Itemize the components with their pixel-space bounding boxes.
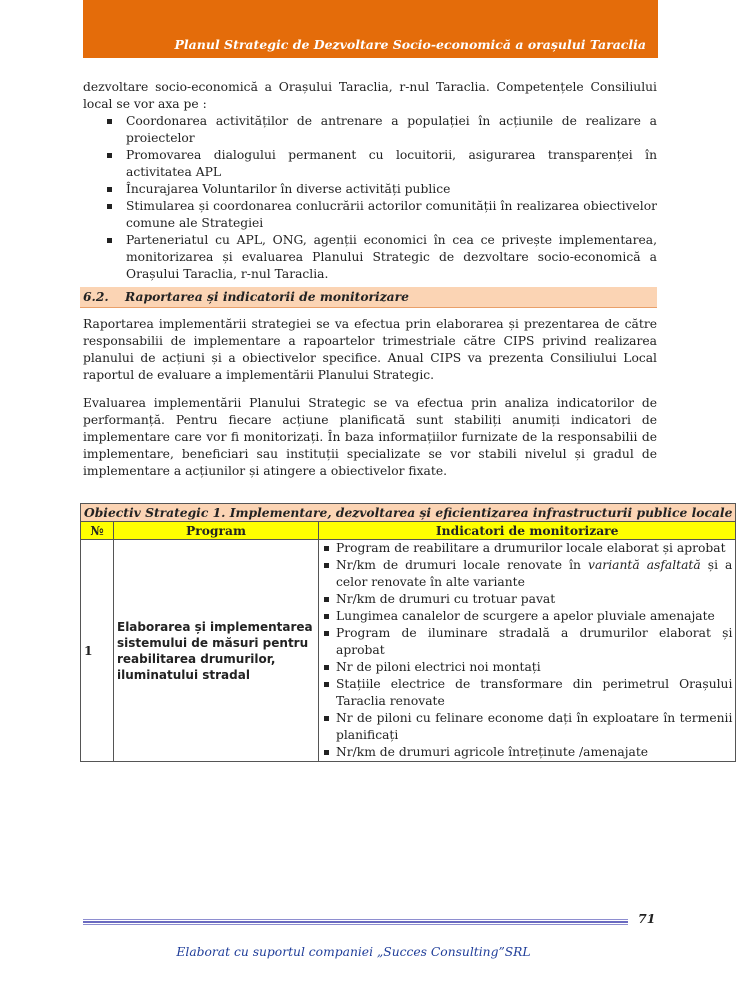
list-item: Parteneriatul cu APL, ONG, agenții economici în cea ce privește implementarea, monitorizarea și evaluarea Planului Strategic de dezvoltare socio-economică a Orașului Taraclia, r-nul Taraclia. xyxy=(83,232,657,283)
bullet-square-icon xyxy=(107,238,112,243)
bullet-square-icon xyxy=(107,187,112,192)
footer-credit: Elaborat cu suportul companiei „Succes Consulting”SRL xyxy=(176,945,531,959)
footer-rule xyxy=(83,919,628,926)
page-number: 71 xyxy=(638,911,656,926)
bullet-square-icon xyxy=(107,153,112,158)
header-bar xyxy=(83,0,658,58)
indicators-list xyxy=(322,540,732,761)
evaluation-paragraph: Evaluarea implementării Planului Strategic se va efectua prin analiza indicatorilor de performanță. Pentru fiecare acțiune planificată sunt stabiliți anumiți indicatori de implementare care vor fi monitorizați. În baza informațiilor furnizate de la responsabilii de implementare, beneficiari sau instituții specializate se vor stabili nivelul și gradul de implementare a acțiunilor și atingere a obiectivelor fixate. xyxy=(83,396,657,478)
table-header-row xyxy=(81,522,736,540)
objective-row xyxy=(81,504,736,522)
list-item: Nr/km de drumuri agricole întreținute /amenajate xyxy=(322,744,732,761)
indicators-cell xyxy=(319,540,736,762)
bullet-square-icon xyxy=(324,750,329,755)
bullet-square-icon xyxy=(107,119,112,124)
section-title: Raportarea și indicatorii de monitorizare xyxy=(125,289,409,304)
list-item: Nr de piloni cu felinare econome dați în exploatare în termenii planificați xyxy=(322,710,732,744)
list-item: Stimularea și coordonarea conlucrării actorilor comunității în realizarea obiectivelor comune ale Strategiei xyxy=(83,198,657,232)
list-item: Coordonarea activităților de antrenare a populației în acțiunile de realizare a proiectelor xyxy=(83,113,657,147)
list-item: Încurajarea Voluntarilor în diverse activități publice xyxy=(83,181,657,198)
bullet-square-icon xyxy=(324,597,329,602)
column-header-indicators: Indicatori de monitorizare xyxy=(319,522,736,540)
section-heading xyxy=(80,287,657,308)
header-title: Planul Strategic de Dezvoltare Socio-economică a orașului Taraclia xyxy=(174,37,646,52)
bullet-square-icon xyxy=(324,614,329,619)
bullet-square-icon xyxy=(324,631,329,636)
list-item: Program de reabilitare a drumurilor locale elaborat și aprobat xyxy=(322,540,732,557)
objective-title: Obiectiv Strategic 1. Implementare, dezvoltarea și eficientizarea infrastructurii publice locale xyxy=(81,504,736,522)
row-number: 1 xyxy=(81,540,114,762)
italic-phrase: variantă asfaltată xyxy=(588,558,701,572)
table-row xyxy=(81,540,736,762)
section-number: 6.2. xyxy=(83,289,109,304)
bullet-square-icon xyxy=(324,682,329,687)
reporting-paragraph: Raportarea implementării strategiei se va efectua prin elaborarea și prezentarea de către responsabilii de implementare a rapoartelor trimestriale către CIPS privind realizarea planului de acțiuni și a obiectivelor specifice. Anual CIPS va prezenta Consiliului Local raportul de evaluare a implementării Planului Strategic. xyxy=(83,317,657,382)
list-item: Stațiile electrice de transformare din perimetrul Orașului Taraclia renovate xyxy=(322,676,732,710)
bullet-square-icon xyxy=(324,563,329,568)
intro-paragraph: dezvoltare socio-economică a Orașului Taraclia, r-nul Taraclia. Competențele Consiliului local se vor axa pe : xyxy=(83,80,657,111)
bullet-square-icon xyxy=(107,204,112,209)
list-item: Nr/km de drumuri locale renovate în variantă asfaltată și a celor renovate în alte variante xyxy=(322,557,732,591)
list-item: Nr/km de drumuri cu trotuar pavat xyxy=(322,591,732,608)
bullet-square-icon xyxy=(324,546,329,551)
competences-list xyxy=(83,113,657,283)
bullet-square-icon xyxy=(324,716,329,721)
list-item: Lungimea canalelor de scurgere a apelor pluviale amenajate xyxy=(322,608,732,625)
list-item: Program de iluminare stradală a drumurilor elaborat și aprobat xyxy=(322,625,732,659)
bullet-square-icon xyxy=(324,665,329,670)
list-item: Promovarea dialogului permanent cu locuitorii, asigurarea transparenței în activitatea APL xyxy=(83,147,657,181)
program-name: Elaborarea și implementarea sistemului de măsuri pentru reabilitarea drumurilor, iluminatului stradal xyxy=(114,540,319,762)
indicators-table xyxy=(80,503,736,762)
column-header-number: № xyxy=(81,522,114,540)
column-header-program: Program xyxy=(114,522,319,540)
list-item: Nr de piloni electrici noi montați xyxy=(322,659,732,676)
